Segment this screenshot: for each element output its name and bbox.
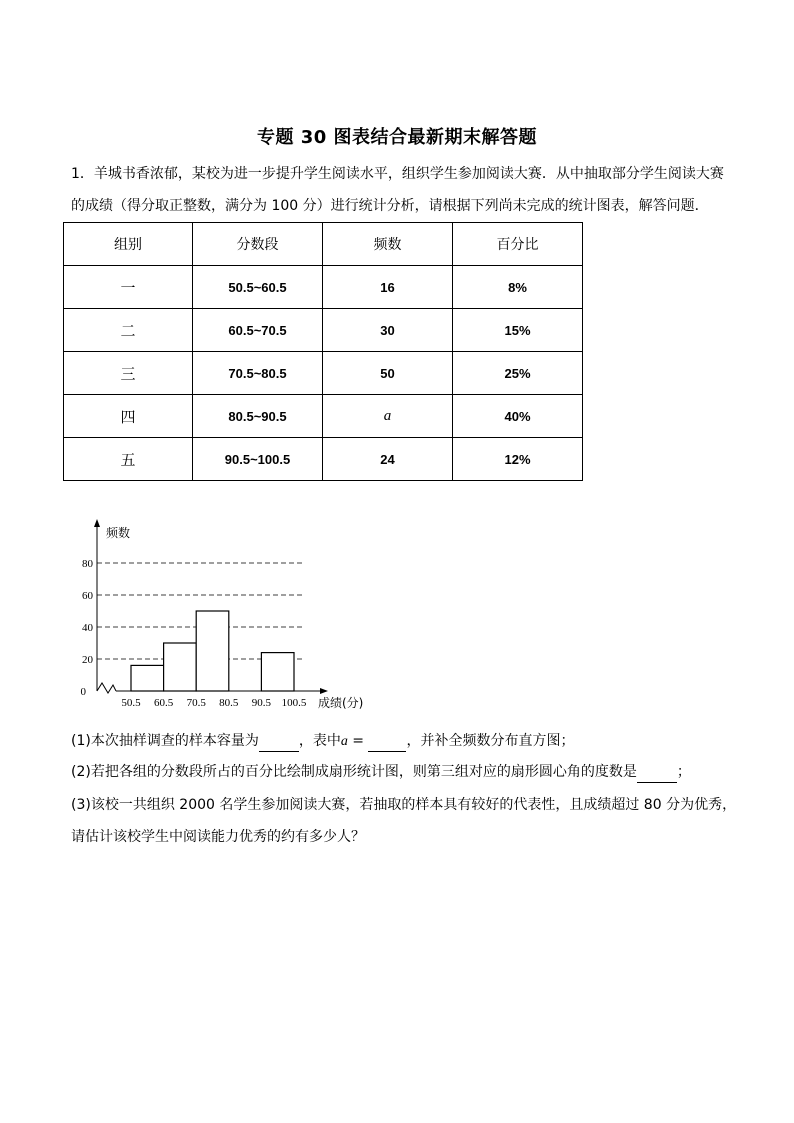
- question-3-line-1: (3)该校一共组织 2000 名学生参加阅读大赛，若抽取的样本具有较好的代表性，且成绩超过 80 分为优秀，: [71, 797, 737, 813]
- cell-range: 50.5~60.5: [193, 266, 323, 309]
- histogram-bar: [164, 643, 197, 691]
- y-tick-label: 40: [82, 622, 93, 634]
- y-tick-label: 60: [82, 590, 93, 602]
- cell-range: 70.5~80.5: [193, 352, 323, 395]
- frequency-table: [63, 222, 583, 481]
- y-axis-label: 频数: [106, 526, 131, 540]
- x-axis-label: 成绩(分): [318, 696, 364, 710]
- x-axis-arrow: [320, 688, 328, 694]
- question-1-variable: a: [340, 734, 348, 749]
- y-tick-label: 80: [82, 558, 93, 570]
- question-1-text-a: (1)本次抽样调查的样本容量为: [71, 733, 259, 749]
- table-row: [64, 352, 583, 395]
- problem-text-line-2: 的成绩（得分取正整数，满分为 100 分）进行统计分析，请根据下列尚未完成的统计图表，解答问题．: [71, 198, 709, 214]
- question-3-line-2: 请估计该校学生中阅读能力优秀的约有多少人？: [71, 829, 365, 845]
- question-2: [71, 762, 691, 783]
- a-value-blank[interactable]: [368, 731, 406, 752]
- header-group: 组别: [64, 223, 193, 266]
- cell-frequency: 30: [323, 309, 453, 352]
- cell-group: 二: [64, 309, 193, 352]
- cell-percentage: 40%: [453, 395, 583, 438]
- y-tick-label: 20: [82, 654, 93, 666]
- page-title: 专题 30 图表结合最新期末解答题: [256, 127, 538, 148]
- question-1: [71, 731, 574, 752]
- cell-frequency: 24: [323, 438, 453, 481]
- cell-percentage: 25%: [453, 352, 583, 395]
- cell-group: 四: [64, 395, 193, 438]
- problem-text-line-1: 1．羊城书香浓郁，某校为进一步提升学生阅读水平，组织学生参加阅读大赛．从中抽取部分学生阅读大赛: [71, 166, 724, 182]
- x-tick-label: 50.5: [121, 697, 141, 709]
- header-frequency: 频数: [323, 223, 453, 266]
- question-1-text-d: ，并补全频数分布直方图；: [406, 733, 575, 749]
- axis-break-zigzag: [97, 683, 116, 693]
- histogram-bar: [131, 665, 164, 691]
- histogram-bar: [196, 611, 229, 691]
- x-tick-label: 60.5: [153, 697, 174, 709]
- frequency-histogram: [60, 515, 380, 715]
- header-percentage: 百分比: [453, 223, 583, 266]
- x-tick-label: 90.5: [251, 697, 272, 709]
- cell-frequency-unknown: a: [323, 395, 453, 438]
- header-range: 分数段: [193, 223, 323, 266]
- cell-range: 90.5~100.5: [193, 438, 323, 481]
- x-tick-label: 100.5: [281, 697, 307, 709]
- table-header-row: [64, 223, 583, 266]
- cell-range: 80.5~90.5: [193, 395, 323, 438]
- histogram-bar: [261, 653, 294, 691]
- y-tick-label: 0: [80, 686, 86, 698]
- cell-percentage: 8%: [453, 266, 583, 309]
- table-row: [64, 438, 583, 481]
- table-row: [64, 309, 583, 352]
- table-row: [64, 266, 583, 309]
- cell-percentage: 15%: [453, 309, 583, 352]
- cell-percentage: 12%: [453, 438, 583, 481]
- cell-group: 五: [64, 438, 193, 481]
- x-tick-label: 70.5: [186, 697, 206, 709]
- table-row: [64, 395, 583, 438]
- cell-frequency: 16: [323, 266, 453, 309]
- central-angle-blank[interactable]: [637, 762, 677, 783]
- cell-frequency: 50: [323, 352, 453, 395]
- cell-group: 一: [64, 266, 193, 309]
- y-axis-arrow: [94, 519, 100, 527]
- x-tick-label: 80.5: [219, 697, 239, 709]
- cell-range: 60.5~70.5: [193, 309, 323, 352]
- sample-size-blank[interactable]: [259, 731, 299, 752]
- question-2-text-b: ；: [676, 764, 691, 780]
- question-1-text-b: ，表中: [298, 733, 341, 749]
- question-1-text-c: =: [347, 733, 369, 749]
- cell-group: 三: [64, 352, 193, 395]
- question-2-text-a: (2)若把各组的分数段所占的百分比绘制成扇形统计图，则第三组对应的扇形圆心角的度数是: [71, 764, 637, 780]
